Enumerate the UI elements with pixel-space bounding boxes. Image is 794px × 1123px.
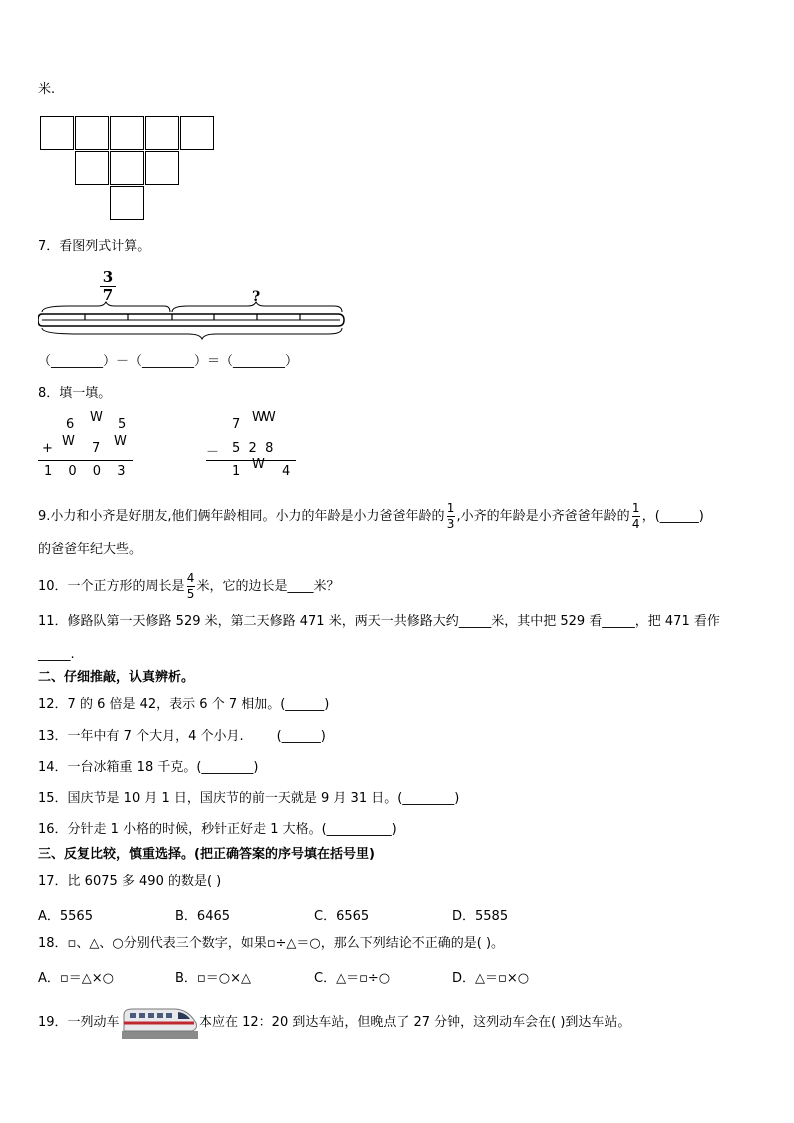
section-2-heading: 二、仔细推敲，认真辨析。 — [38, 670, 195, 685]
q14: 14．一台冰箱重 18 千克。(________) — [38, 760, 259, 775]
q18-stem: 18．▫、△、○分别代表三个数字，如果▫÷△＝○，那么下列结论不正确的是( )。 — [38, 936, 505, 951]
q18-option-d[interactable]: D．△＝▫×○ — [452, 971, 530, 986]
question-mark: ? — [252, 289, 261, 305]
q9-line1 — [38, 502, 704, 531]
fraction-numerator: 3 — [102, 268, 114, 286]
q17-option-d[interactable]: D．5585 — [452, 909, 509, 924]
q18-option-c[interactable]: C．△＝▫÷○ — [314, 971, 391, 986]
q17-stem: 17．比 6075 多 490 的数是( ) — [38, 874, 222, 889]
digit: 7 — [92, 441, 101, 456]
q9-text: 9.小力和小齐是好朋友,他们俩年龄相同。小力的年龄是小力爸爸年龄的 — [38, 509, 445, 524]
grid-cell — [75, 116, 109, 150]
q17-option-c[interactable]: C．6565 — [314, 909, 370, 924]
q10 — [38, 572, 340, 601]
grid-cell — [145, 116, 179, 150]
plus-sign: + — [42, 441, 53, 456]
digit: 1 — [232, 464, 241, 479]
q7-title: 7．看图列式计算。 — [38, 239, 151, 254]
q13: 13．一年中有 7 个大月，4 个小月. (______) — [38, 729, 326, 744]
grid-cell — [145, 151, 179, 185]
digit: 6 — [66, 417, 75, 432]
q9-line2: 的爸爸年纪大些。 — [38, 542, 143, 557]
fraction-label — [100, 270, 116, 303]
q19 — [38, 1013, 120, 1033]
sum-line — [38, 460, 133, 461]
grid-cell — [110, 116, 144, 150]
q19-text-rest: 本应在 12：20 到达车站，但晚点了 27 分钟，这列动车会在( )到达车站。 — [199, 1015, 631, 1030]
minus-sign: － — [206, 445, 220, 460]
bullet-train-icon — [122, 1001, 198, 1039]
unknown-digit: W — [62, 434, 73, 449]
q18-option-a[interactable]: A．▫＝△×○ — [38, 971, 114, 986]
q15: 15．国庆节是 10 月 1 日，国庆节的前一天就是 9 月 31 日。(________) — [38, 791, 460, 806]
difference-line — [206, 460, 296, 461]
grid-cell — [180, 116, 214, 150]
grid-cell — [40, 116, 74, 150]
q8-title: 8．填一填。 — [38, 386, 112, 401]
section-3-heading: 三、反复比较，慎重选择。(把正确答案的序号填在括号里) — [38, 847, 375, 862]
grid-cell — [110, 151, 144, 185]
q19-text: 19．一列动车 — [38, 1015, 120, 1030]
q7-formula: （________）－（________）＝（________） — [38, 354, 299, 369]
q12: 12．7 的 6 倍是 42，表示 6 个 7 相加。(______) — [38, 697, 330, 712]
unknown-digit: WW — [252, 410, 274, 425]
q10-text: 米，它的边长是____米？ — [196, 579, 340, 594]
q10-text: 10．一个正方形的周长是 — [38, 579, 185, 594]
segment-diagram — [38, 300, 348, 340]
fraction-denominator: 7 — [102, 286, 114, 304]
fraction: $\frac{4}{5}$ — [186, 571, 195, 601]
digits: 5 2 8 — [232, 441, 274, 456]
sum-result: 1 0 0 3 — [44, 464, 132, 479]
q11-line2: _____. — [38, 647, 75, 662]
digit: 5 — [118, 417, 127, 432]
unknown-digit: W — [114, 434, 125, 449]
q9-text: ,小齐的年龄是小齐爸爸年龄的 — [456, 509, 630, 524]
unknown-digit: W — [252, 457, 263, 472]
q17-option-a[interactable]: A．5565 — [38, 909, 93, 924]
answer-blank[interactable]: ，(______) — [641, 509, 704, 524]
digit: 4 — [282, 464, 291, 479]
grid-cell — [110, 186, 144, 220]
digit: 7 — [232, 417, 241, 432]
fraction: $\frac{1}{4}$ — [631, 501, 640, 531]
q17-option-b[interactable]: B．6465 — [175, 909, 231, 924]
unknown-digit: W — [90, 410, 101, 425]
q6-tail: 米. — [38, 82, 56, 97]
q16: 16．分针走 1 小格的时候，秒针正好走 1 大格。(__________) — [38, 822, 397, 837]
fraction: $\frac{1}{3}$ — [446, 501, 455, 531]
grid-cell — [75, 151, 109, 185]
q18-option-b[interactable]: B．▫＝○×△ — [175, 971, 251, 986]
q11-line1: 11．修路队第一天修路 529 米，第二天修路 471 米，两天一共修路大约_____米，其中把 529 看_____，把 471 看作 — [38, 614, 720, 629]
